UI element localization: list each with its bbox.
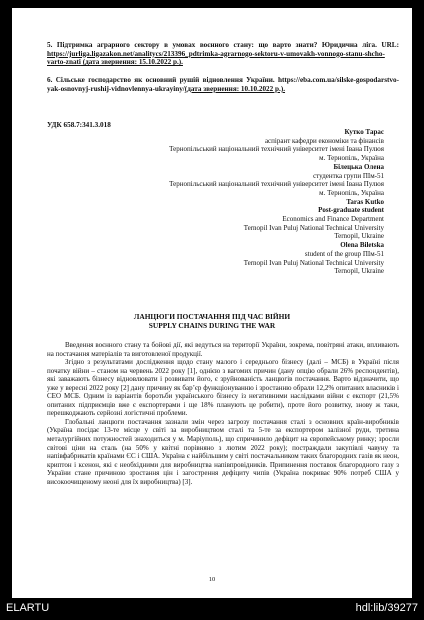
author-role: student of the group ПІм-51 [304,249,384,258]
author-role: Post-graduate student [318,206,384,215]
author-name: Кутко Тарас [344,128,384,136]
author-city: м. Тернопіль, Україна [319,188,384,197]
author-org: Ternopil Ivan Puluj National Technical University [243,258,384,267]
author-name: Taras Kutko [346,197,384,206]
udk-code: УДК 658.7:341.3.018 [47,121,111,129]
author-org: Ternopil Ivan Puluj National Technical University [243,223,384,232]
document-page [12,8,412,598]
paragraph: Глобальні ланцюги постачання зазнали змін через загрозу постачання сталі з основних країн-виробників (Україна посідає 13-те місце у світі за виробництвом сталі та 5-те за експортером залізної руди, третина металургійних потужностей знаходиться у м. Маріуполь), що спричинило дефіцит на європейському ринку; зросли світові ціни на сталь (на 50% у квітні порівняно з лютим 2022 року); постраждали закупівлі чавуну та напівфабрикатів країнами ЄС і США. Україна є найбільшим у світі постачальником таких благородних газів як неон, криптон і ксенон, які є необхідними для виробництва напівпровідників. Припинення поставок благородного газу з України стане причиною зростання цін і загострення дефіциту чипів (Україна покриває 90% потреб США у високоочищеному неоні для їх виробництва) [3]. [47,417,399,486]
reference-6-text: 6. Сільське господарство як основний рушій відновлення України. https://eba.com.ua/silske-gospodarstvo-yak-osnovnyj-rushij-vidnovlennya-ukrayiny/ [47,76,399,93]
reference-5-link[interactable]: https://jurliga.ligazakon.net/analitycs/213396_pdtrimka-agrarnogo-sektoru-v-umovakh-vonnogo-stanu-shcho-varto-znati [47,49,385,67]
reference-6-date[interactable]: (дата звернення: 10.10.2022 р.). [184,84,286,93]
title-ukrainian: ЛАНЦЮГИ ПОСТАЧАННЯ ПІД ЧАС ВІЙНИ [133,312,291,321]
reference-5-date[interactable]: (дата звернення: 15.10.2022 р.). [80,58,183,67]
reference-5-text: 5. Підтримка аграрного сектору в умовах воєнного стану: що варто знати? Юридична ліга. URL: [47,41,399,49]
author-name: Білецька Олена [333,162,384,171]
author-name: Olena Biletska [340,241,384,250]
article-body [47,341,399,486]
author-city: Ternopil, Ukraine [334,232,384,241]
author-affiliations [84,128,384,276]
author-org: Тернопільський національний технічний університет імені Івана Пулюя [169,180,384,189]
author-org: Тернопільський національний технічний університет імені Івана Пулюя [169,145,384,154]
author-role: студентка групи ПІм-51 [313,171,384,180]
reference-5 [47,41,399,67]
author-city: м. Тернопіль, Україна [319,154,384,163]
reference-6 [47,76,399,93]
paragraph: Введення воєнного стану та бойові дії, які ведуться на території України, зокрема, повітряні атаки, впливають на постачання матеріалів та виготовленої продукції. [47,341,399,358]
author-city: Ternopil, Ukraine [334,267,384,276]
handle-id: hdl:lib/39277 [355,602,418,614]
author-role: аспірант кафедри економіки та фінансів [264,136,384,145]
paragraph: Згідно з результатами дослідження щодо стану малого і середнього бізнесу (далі – МСБ) в Україні після початку війни – станом на червень 2022 року [1], однією з вагомих причин (дану опцію обрали 26% респондентів), які заважають бізнесу відновлювати і розвивати його, є зруйнованість ланцюгів постачання. Варто відзначити, що уже у вересні 2022 року [2] дану причину як бар’єр функціонуванню і зростанню обрали 12,2% опитаних власників і СЕО МСБ. Одним із варіантів боротьби українського бізнесу із негативними наслідками війни є експорт (21,5% опитаних підприємців вже є експортерами і ще 18% планують це робити), проте його розвитку, знову ж таки, перешкоджають серйозні логістичні проблеми. [47,358,399,418]
footer-bar [0,598,424,620]
title-english: SUPPLY CHAINS DURING THE WAR [148,321,276,330]
repository-name: ELARTU [6,602,50,614]
page-number: 10 [208,576,216,583]
author-dept: Economics and Finance Department [282,215,384,224]
